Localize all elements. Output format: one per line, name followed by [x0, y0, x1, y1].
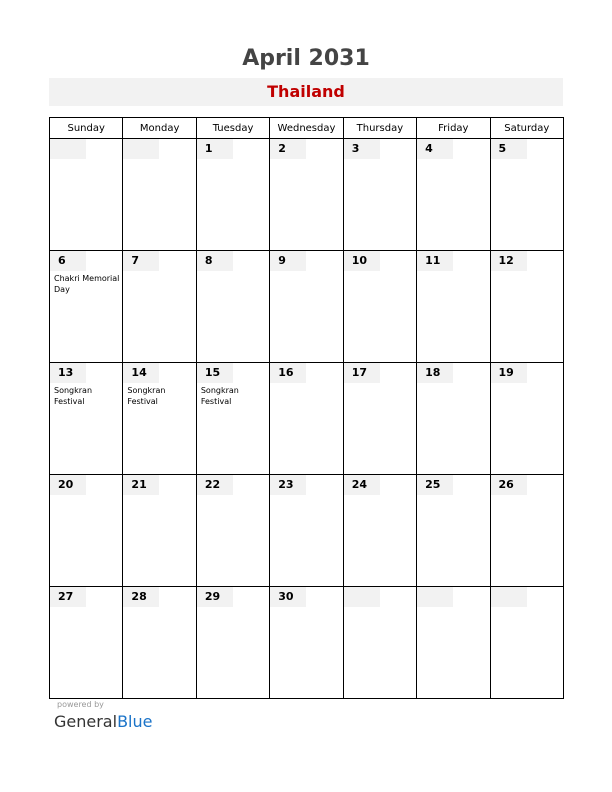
holiday-label: Songkran Festival [200, 386, 239, 406]
day-cell [490, 251, 563, 363]
weekday-monday: Monday [123, 118, 196, 139]
day-cell [343, 139, 416, 251]
day-number: 5 [498, 142, 507, 155]
day-number-box [123, 475, 159, 495]
day-number: 28 [131, 590, 147, 603]
day-number: 27 [58, 590, 74, 603]
day-number-box [491, 251, 527, 271]
day-cell [50, 251, 123, 363]
day-number: 8 [204, 254, 213, 267]
day-cell [196, 587, 269, 699]
week-row [50, 251, 564, 363]
day-number-box [344, 475, 380, 495]
day-cell [123, 587, 196, 699]
day-number-box [123, 363, 159, 383]
day-number-box [417, 587, 453, 607]
weekday-tuesday: Tuesday [196, 118, 269, 139]
day-number-box [270, 139, 306, 159]
holiday-label: Songkran Festival [54, 386, 93, 406]
day-number: 20 [58, 478, 74, 491]
day-number: 11 [425, 254, 441, 267]
day-number-box [197, 139, 233, 159]
generalblue-logo [54, 712, 152, 731]
day-number-box [491, 363, 527, 383]
day-cell [270, 363, 343, 475]
week-row [50, 475, 564, 587]
calendar-grid [49, 117, 564, 699]
day-cell [417, 251, 490, 363]
day-cell [196, 363, 269, 475]
holiday-label: Chakri Memorial Day [54, 274, 120, 294]
day-number: 18 [425, 366, 441, 379]
week-row [50, 587, 564, 699]
day-number: 22 [204, 478, 221, 491]
week-row [50, 363, 564, 475]
weekday-header-row [50, 118, 564, 139]
day-number-box [344, 251, 380, 271]
day-number-box [344, 139, 380, 159]
weekday-saturday: Saturday [490, 118, 563, 139]
day-number: 2 [278, 142, 286, 155]
day-cell [343, 363, 416, 475]
day-number: 17 [351, 366, 367, 379]
day-number-box [344, 363, 380, 383]
day-cell [196, 251, 269, 363]
weekday-thursday: Thursday [343, 118, 416, 139]
day-cell [417, 363, 490, 475]
weekday-sunday: Sunday [50, 118, 123, 139]
day-number: 14 [131, 366, 147, 379]
powered-by-text: powered by [57, 700, 104, 709]
day-number: 23 [278, 478, 294, 491]
day-number: 12 [498, 254, 514, 267]
day-cell [490, 139, 563, 251]
day-number: 4 [425, 142, 433, 155]
day-cell [490, 587, 563, 699]
country-name: Thailand [49, 78, 563, 106]
day-cell [50, 363, 123, 475]
day-cell [50, 587, 123, 699]
day-number: 6 [58, 254, 66, 267]
day-cell [50, 475, 123, 587]
day-number: 9 [278, 254, 286, 267]
day-cell [343, 587, 416, 699]
day-cell [196, 139, 269, 251]
day-number: 29 [204, 590, 221, 603]
day-number-box [50, 475, 86, 495]
day-cell [490, 475, 563, 587]
day-number-box [417, 363, 453, 383]
day-number: 13 [58, 366, 74, 379]
day-number-box [197, 587, 233, 607]
day-cell [270, 251, 343, 363]
day-number: 30 [278, 590, 294, 603]
day-number: 3 [351, 142, 360, 155]
day-number: 25 [425, 478, 441, 491]
day-number-box [197, 363, 233, 383]
page-title: April 2031 [242, 46, 370, 71]
day-number-box [197, 251, 233, 271]
day-number-box [123, 587, 159, 607]
day-cell [270, 139, 343, 251]
day-number-box [197, 475, 233, 495]
day-number-box [344, 587, 380, 607]
day-number-box [50, 587, 86, 607]
day-number: 21 [131, 478, 147, 491]
day-number-box [417, 475, 453, 495]
day-cell [270, 475, 343, 587]
day-number-box [50, 363, 86, 383]
day-cell [343, 251, 416, 363]
day-number: 16 [278, 366, 294, 379]
day-number-box [417, 251, 453, 271]
day-number: 24 [351, 478, 367, 491]
day-number-box [50, 139, 86, 159]
logo-text-blue: Blue [117, 712, 153, 731]
day-number-box [270, 251, 306, 271]
day-cell [417, 475, 490, 587]
day-number-box [270, 587, 306, 607]
day-number-box [491, 587, 527, 607]
day-number: 15 [204, 366, 221, 379]
day-number-box [270, 363, 306, 383]
day-cell [343, 475, 416, 587]
week-row [50, 139, 564, 251]
day-number-box [491, 475, 527, 495]
day-number: 1 [204, 142, 213, 155]
day-number-box [417, 139, 453, 159]
day-number-box [270, 475, 306, 495]
day-cell [123, 475, 196, 587]
weekday-friday: Friday [417, 118, 490, 139]
day-number: 26 [498, 478, 514, 491]
day-cell [123, 251, 196, 363]
holiday-label: Songkran Festival [127, 386, 166, 406]
day-cell [123, 139, 196, 251]
day-number-box [123, 251, 159, 271]
day-cell [50, 139, 123, 251]
day-number-box [50, 251, 86, 271]
day-number-box [491, 139, 527, 159]
day-cell [417, 587, 490, 699]
day-cell [123, 363, 196, 475]
day-cell [270, 587, 343, 699]
day-cell [417, 139, 490, 251]
day-cell [196, 475, 269, 587]
day-number: 19 [498, 366, 514, 379]
day-number-box [123, 139, 159, 159]
day-number: 10 [351, 254, 367, 267]
logo-text-general: General [54, 712, 118, 731]
weekday-wednesday: Wednesday [270, 118, 343, 139]
day-number: 7 [131, 254, 140, 267]
day-cell [490, 363, 563, 475]
